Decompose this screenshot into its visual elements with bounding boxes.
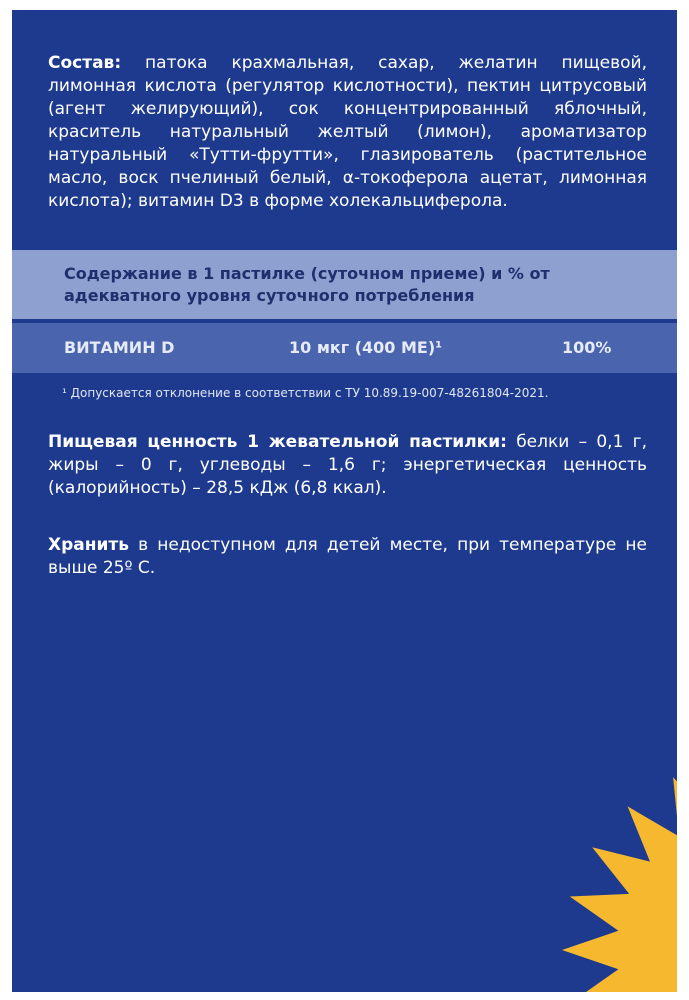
- nutrition-heading: Пищевая ценность 1 жевательной пастилки:: [48, 432, 507, 452]
- table-row: [12, 323, 677, 373]
- nutrient-percent: 100%: [562, 338, 612, 357]
- storage-text: в недоступном для детей месте, при температуре не выше 25º С.: [48, 535, 648, 578]
- composition-text: патока крахмальная, сахар, желатин пищевой, лимонная кислота (регулятор кислотности), пектин цитрусовый (агент желирующий), сок концентрированный яблочный, краситель натуральный желтый (лимон), ароматизатор натуральный «Тутти-фрутти», глазирователь (растительное масло, воск пчелиный белый, α-токоферола ацетат, лимонная кислота); витамин D3 в форме холекальциферола.: [48, 53, 648, 211]
- composition-heading: Состав:: [48, 53, 122, 73]
- sun-icon: [552, 750, 677, 992]
- storage-heading: Хранить: [48, 535, 130, 555]
- nutrition-section: [48, 431, 647, 500]
- nutrient-table-header-text: Содержание в 1 пастилке (суточном приеме) и % от адекватного уровня суточного потребления: [64, 264, 550, 305]
- nutrition-text: белки – 0,1 г, жиры – 0 г, углеводы – 1,6 г; энергетическая ценность (калорийность) – 28,5 кДж (6,8 ккал).: [48, 432, 647, 498]
- table-footnote: ¹ Допускается отклонение в соответствии с ТУ 10.89.19-007-48261804-2021.: [62, 386, 549, 400]
- nutrient-name: ВИТАМИН D: [64, 338, 175, 357]
- nutrient-table-header: [12, 250, 677, 319]
- composition-section: [48, 52, 647, 213]
- package-panel: [12, 10, 677, 992]
- storage-section: [48, 534, 647, 580]
- nutrient-amount: 10 мкг (400 МЕ)¹: [289, 338, 443, 357]
